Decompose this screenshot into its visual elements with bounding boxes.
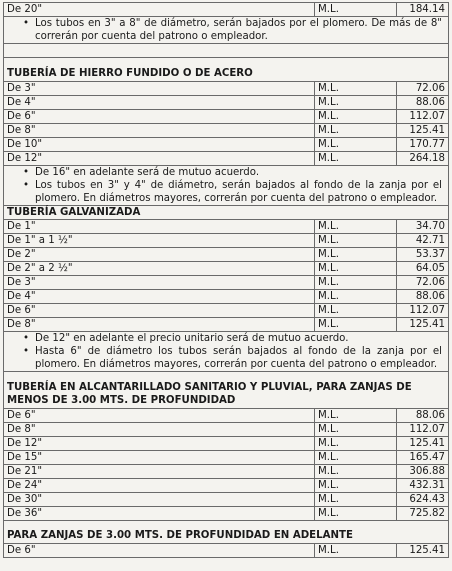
price-cell: 165.47: [409, 452, 445, 463]
table-row: [4, 248, 448, 262]
note-item: • Los tubos en 3" a 8" de diámetro, serán bajados por el plomero. De más de 8" correrán por cuenta del patrono o empleador.: [4, 17, 442, 43]
blank-row: [4, 44, 448, 58]
item-cell: De 3": [4, 276, 315, 289]
item-cell: De 36": [4, 507, 315, 520]
unit-cell: M.L.: [315, 437, 397, 450]
unit-cell: M.L.: [315, 304, 397, 317]
item-cell: De 30": [4, 493, 315, 506]
notes-block: [4, 17, 448, 44]
item-cell: De 2" a 2 ½": [4, 262, 315, 275]
item-cell: De 2": [4, 248, 315, 261]
table-row: [4, 465, 448, 479]
price-cell: 125.41: [409, 438, 445, 449]
price-cell: 725.82: [409, 508, 445, 519]
table-row: [4, 409, 448, 423]
price-cell: 112.07: [409, 111, 445, 122]
table-row: [4, 262, 448, 276]
item-cell: De 6": [4, 409, 315, 422]
price-cell: 264.18: [409, 153, 445, 164]
price-cell: 88.06: [415, 291, 445, 302]
unit-cell: M.L.: [315, 3, 397, 16]
item-cell: De 6": [4, 110, 315, 123]
section-header: TUBERÍA DE HIERRO FUNDIDO O DE ACERO: [4, 58, 448, 82]
note-item: • De 12" en adelante el precio unitario será de mutuo acuerdo.: [4, 332, 442, 345]
table-row: [4, 479, 448, 493]
notes-block: [4, 166, 448, 206]
unit-cell: M.L.: [315, 507, 397, 520]
unit-cell: M.L.: [315, 544, 397, 557]
price-cell: 184.14: [409, 4, 445, 15]
unit-cell: M.L.: [315, 82, 397, 95]
price-cell: 88.06: [415, 410, 445, 421]
unit-cell: M.L.: [315, 493, 397, 506]
price-cell: 42.71: [415, 235, 445, 246]
item-cell: De 10": [4, 138, 315, 151]
item-cell: De 12": [4, 437, 315, 450]
price-cell: 624.43: [409, 494, 445, 505]
table-row: [4, 96, 448, 110]
table-row: [4, 507, 448, 521]
unit-cell: M.L.: [315, 451, 397, 464]
table-row: [4, 423, 448, 437]
table-row: [4, 3, 448, 17]
table-row: [4, 220, 448, 234]
table-row: [4, 290, 448, 304]
unit-cell: M.L.: [315, 110, 397, 123]
price-cell: 53.37: [415, 249, 445, 260]
item-cell: De 24": [4, 479, 315, 492]
section-rows: [4, 544, 448, 558]
section-header: TUBERÍA EN ALCANTARILLADO SANITARIO Y PLUVIAL, PARA ZANJAS DE MENOS DE 3.00 MTS. DE PROFUNDIDAD: [4, 372, 448, 409]
price-cell: 306.88: [409, 466, 445, 477]
unit-cell: M.L.: [315, 248, 397, 261]
table-row: [4, 493, 448, 507]
price-cell: 72.06: [415, 83, 445, 94]
price-cell: 64.05: [415, 263, 445, 274]
price-cell: 432.31: [409, 480, 445, 491]
unit-cell: M.L.: [315, 479, 397, 492]
price-cell: 88.06: [415, 97, 445, 108]
item-cell: De 1": [4, 220, 315, 233]
unit-cell: M.L.: [315, 262, 397, 275]
unit-cell: M.L.: [315, 96, 397, 109]
item-cell: De 8": [4, 124, 315, 137]
unit-cell: M.L.: [315, 290, 397, 303]
unit-cell: M.L.: [315, 152, 397, 165]
table-row: [4, 234, 448, 248]
item-cell: De 1" a 1 ½": [4, 234, 315, 247]
table-row: [4, 124, 448, 138]
section-rows: [4, 409, 448, 521]
table-row: [4, 451, 448, 465]
item-cell: De 21": [4, 465, 315, 478]
item-cell: De 15": [4, 451, 315, 464]
price-cell: 34.70: [415, 221, 445, 232]
section-header: PARA ZANJAS DE 3.00 MTS. DE PROFUNDIDAD EN ADELANTE: [4, 521, 448, 544]
section-rows: [4, 220, 448, 332]
price-cell: 125.41: [409, 319, 445, 330]
table-row: [4, 276, 448, 290]
unit-cell: M.L.: [315, 138, 397, 151]
unit-cell: M.L.: [315, 465, 397, 478]
item-cell: De 4": [4, 290, 315, 303]
price-cell: 125.41: [409, 545, 445, 556]
item-cell: De 8": [4, 318, 315, 331]
unit-cell: M.L.: [315, 220, 397, 233]
section-header: TUBERÍA GALVANIZADA: [4, 206, 448, 220]
table-row: [4, 437, 448, 451]
unit-cell: M.L.: [315, 276, 397, 289]
note-item: • Hasta 6" de diámetro los tubos serán bajados al fondo de la zanja por el plomero. En diámetros mayores, correrán por cuenta del patrono o empleador.: [4, 345, 442, 371]
price-cell: 125.41: [409, 125, 445, 136]
unit-cell: M.L.: [315, 409, 397, 422]
table-row: [4, 138, 448, 152]
unit-cell: M.L.: [315, 234, 397, 247]
unit-cell: M.L.: [315, 318, 397, 331]
table-row: [4, 82, 448, 96]
price-cell: 72.06: [415, 277, 445, 288]
table-row: [4, 110, 448, 124]
item-cell: De 4": [4, 96, 315, 109]
price-table: [3, 2, 449, 558]
item-cell: De 6": [4, 304, 315, 317]
table-row: [4, 304, 448, 318]
item-cell: De 6": [4, 544, 315, 557]
note-item: • Los tubos en 3" y 4" de diámetro, serán bajados al fondo de la zanja por el plomero. En diámetros mayores, correrán por cuenta del patrono o empleador.: [4, 179, 442, 205]
section-rows: [4, 82, 448, 166]
note-item: • De 16" en adelante será de mutuo acuerdo.: [4, 166, 442, 179]
table-row: [4, 152, 448, 166]
item-cell: De 8": [4, 423, 315, 436]
table-row: [4, 544, 448, 558]
price-cell: 170.77: [409, 139, 445, 150]
item-cell: De 20": [4, 3, 315, 16]
price-cell: 112.07: [409, 305, 445, 316]
item-cell: De 12": [4, 152, 315, 165]
table-row: [4, 318, 448, 332]
unit-cell: M.L.: [315, 124, 397, 137]
notes-block: [4, 332, 448, 372]
item-cell: De 3": [4, 82, 315, 95]
price-cell: 112.07: [409, 424, 445, 435]
unit-cell: M.L.: [315, 423, 397, 436]
